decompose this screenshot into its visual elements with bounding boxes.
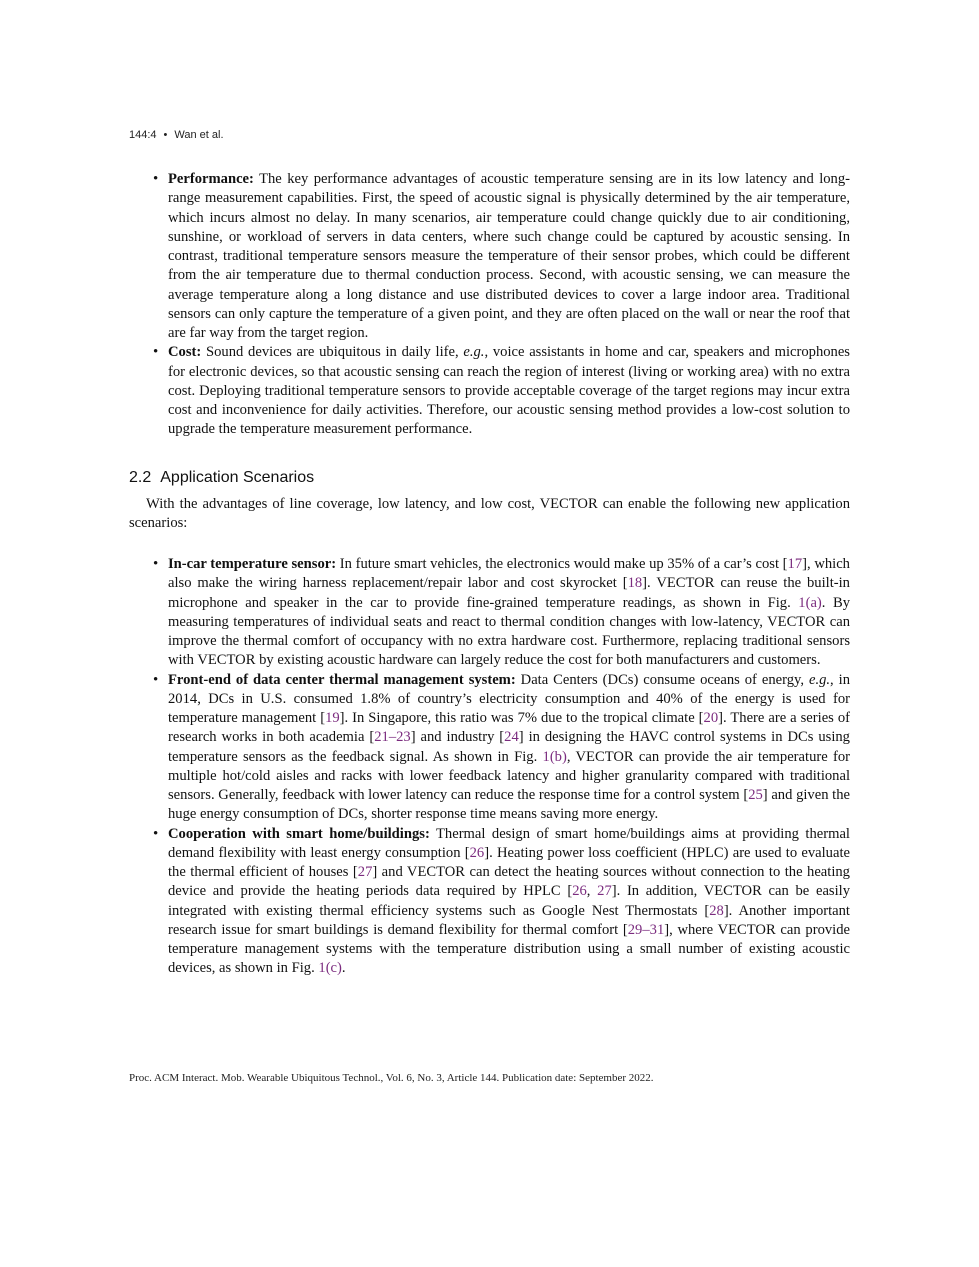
- bullet-text: Thermal design of smart home/buildings aims at providing thermal demand flexibility with least energy consumption [: [168, 825, 850, 861]
- citation-link[interactable]: 25: [748, 787, 763, 803]
- eg-abbrev: e.g.: [463, 344, 485, 361]
- citation-link[interactable]: 27: [597, 883, 612, 900]
- section-heading: [129, 469, 314, 487]
- citation-link[interactable]: 17: [787, 556, 803, 572]
- eg-abbrev: e.g.: [808, 671, 831, 688]
- citation-link[interactable]: 19: [325, 710, 340, 726]
- citation-link[interactable]: 27: [357, 864, 373, 880]
- bullet-label: Front-end of data center thermal management system:: [168, 671, 516, 688]
- citation-link[interactable]: 28: [709, 902, 724, 919]
- citation-link[interactable]: 21–23: [374, 729, 411, 746]
- section-title: Application Scenarios: [160, 469, 315, 486]
- running-header: [129, 129, 224, 141]
- bullet-text: , in 2014, DCs in U.S. consumed 1.8% of country’s electricity consumption and 40% of the energy is used for temperature management [: [168, 671, 850, 726]
- section-number: 2.2: [129, 469, 152, 486]
- bullet-text: ]. VECTOR can reuse the built-in microphone and speaker in the car to provide fine-grained temperature readings, as shown in Fig.: [168, 575, 850, 611]
- bullet-data-center: [129, 671, 850, 825]
- citation-link[interactable]: 26: [572, 883, 587, 900]
- bullet-label: Cooperation with smart home/buildings:: [168, 825, 430, 842]
- bullet-text: ] and VECTOR can detect the heating sources without connection to the heating device and provide the heating periods data required by HPLC [: [168, 864, 850, 900]
- bullet-label: In-car temperature sensor:: [168, 556, 337, 572]
- figure-link[interactable]: 1(c): [318, 960, 342, 977]
- bullet-text: ]. In addition, VECTOR can be easily integrated with existing thermal efficiency systems such as Google Nest Thermostats [: [168, 883, 851, 919]
- bullet-smart-home: [129, 825, 850, 979]
- bullet-text: ]. Another important research issue for smart buildings is demand flexibility for thermal comfort [: [168, 902, 850, 938]
- bullet-text: ]. Heating power loss coefficient (HPLC) are used to evaluate the thermal efficient of houses [: [168, 844, 850, 880]
- bullet-text: ], where VECTOR can provide temperature management systems with the temperature distribution using a small number of existing acoustic devices, as shown in Fig.: [168, 921, 850, 977]
- bullet-text: ] in designing the HAVC control systems in DCs using temperature sensors as the feedback signal. As shown in Fig.: [168, 729, 850, 765]
- bullet-text: ] and industry [: [410, 729, 505, 746]
- advantages-list: [129, 170, 850, 440]
- bullet-in-car: [129, 555, 850, 671]
- citation-link[interactable]: 24: [504, 729, 519, 746]
- bullet-text: The key performance advantages of acoustic temperature sensing are in its low latency and long-range measurement capabilities. First, the speed of acoustic signal is physically determined by the air temperature, which incurs almost no delay. In many scenarios, air temperature could change quickly due to air conditioning, sunshine, or workload of servers in data centers, where such change could be captured by acoustic sensing. In contrast, traditional temperature sensors measure the temperature of their sensor probes, which could be different from the air temperature due to thermal conduction process. Second, with acoustic sensing, we can measure the average temperature along a long distance and use distributed devices to cover a large indoor area. Traditional sensors can only capture the temperature of a given point, and they are often placed on the wall or near the roof that are far way from the target region.: [168, 171, 850, 341]
- figure-link[interactable]: 1(a): [798, 594, 822, 611]
- scenarios-list: [129, 555, 850, 979]
- header-authors: Wan et al.: [174, 129, 224, 141]
- citation-link[interactable]: 18: [627, 575, 643, 592]
- bullet-text: In future smart vehicles, the electronics would make up 35% of a car’s cost [: [336, 556, 788, 572]
- bullet-text: ,: [586, 883, 598, 900]
- bullet-text: ]. There are a series of research works in both academia [: [168, 710, 850, 746]
- citation-link[interactable]: 20: [703, 710, 719, 726]
- page-footer: Proc. ACM Interact. Mob. Wearable Ubiquitous Technol., Vol. 6, No. 3, Article 144. Publication date: September 2022.: [129, 1072, 654, 1084]
- bullet-text: Sound devices are ubiquitous in daily life,: [201, 344, 464, 361]
- bullet-text: ]. In Singapore, this ratio was 7% due to the tropical climate [: [339, 710, 704, 726]
- citation-link[interactable]: 29–31: [627, 921, 665, 938]
- bullet-text: ], which also make the wiring harness replacement/repair labor and cost skyrocket [: [168, 556, 850, 592]
- section-intro: With the advantages of line coverage, low latency, and low cost, VECTOR can enable the following new application scenarios:: [129, 496, 850, 532]
- bullet-text: ] and given the huge energy consumption of DCs, shorter response time means saving more energy.: [168, 787, 850, 823]
- bullet-text: . By measuring temperatures of individual seats and react to thermal condition changes with low-latency, VECTOR can improve the thermal comfort of occupancy with no extra hardware cost. Furthermore, replacing traditional sensors with VECTOR by existing acoustic hardware can largely reduce the cost for both manufacturers and customers.: [168, 594, 851, 669]
- bullet-label: Performance:: [168, 171, 254, 187]
- header-separator: •: [163, 129, 168, 141]
- citation-link[interactable]: 26: [469, 844, 485, 861]
- bullet-text: Data Centers (DCs) consume oceans of energy,: [515, 671, 809, 688]
- page-label: 144:4: [129, 129, 157, 141]
- bullet-performance: [129, 170, 850, 343]
- bullet-text: , voice assistants in home and car, speakers and microphones for electronic devices, so that acoustic sensing can reach the region of interest (living or working area) with no extra cost. Deploying traditional temperature sensors to provide acceptable coverage of the target regions may incur extra cost and inconvenience for daily activities. Therefore, our acoustic sensing method provides a low-cost solution to upgrade the temperature measurement performance.: [168, 344, 850, 438]
- bullet-text: , VECTOR can provide the air temperature for multiple hot/cold aisles and racks with lower feedback latency and higher granularity compared with traditional sensors. Generally, feedback with lower latency can reduce the response time for a control system [: [168, 748, 850, 803]
- bullet-text: .: [341, 960, 346, 977]
- bullet-cost: [129, 343, 850, 439]
- figure-link[interactable]: 1(b): [542, 748, 567, 765]
- bullet-label: Cost:: [168, 344, 202, 361]
